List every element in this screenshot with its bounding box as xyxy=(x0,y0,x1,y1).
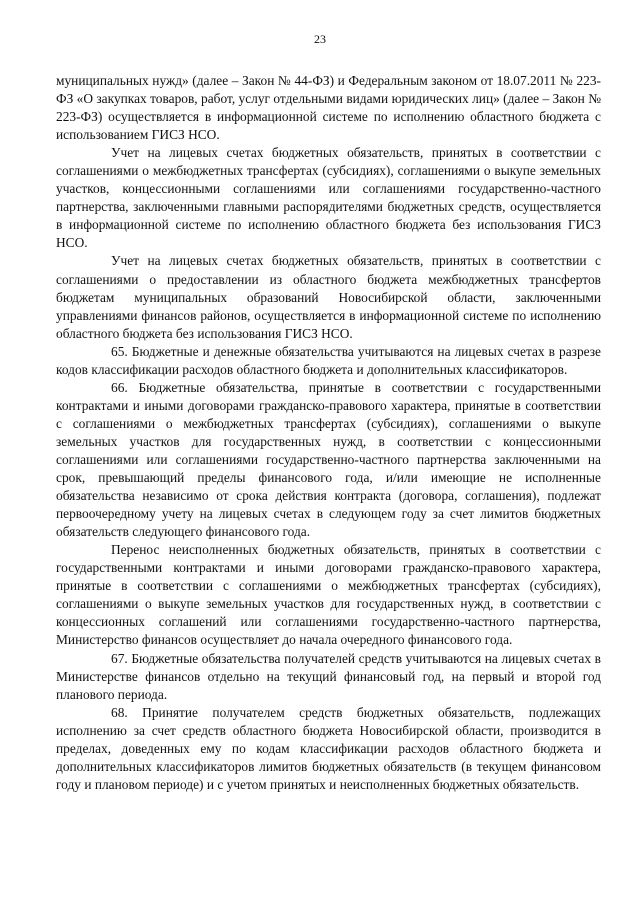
paragraph-item-67: 67. Бюджетные обязательства получателей средств учитываются на лицевых счетах в Министерстве финансов отдельно на текущий финансовый год, на первый и второй год планового периода. xyxy=(56,650,601,702)
paragraph-item-68: 68. Принятие получателем средств бюджетных обязательств, подлежащих исполнению за счет средств областного бюджета Новосибирской области, производится в пределах, доведенных ему по кодам классификации расходов областного бюджета и дополнительных классификаторов лимитов бюджетных обязательств (в текущем финансовом году и плановом периоде) и с учетом принятых и неисполненных бюджетных обязательств. xyxy=(56,704,601,792)
paragraph-accounting-municipal: Учет на лицевых счетах бюджетных обязательств, принятых в соответствии с соглашениями о предоставлении из областного бюджета межбюджетных трансфертов бюджетам муниципальных образований Новосибирской области, заключенными управлениями финансов районов, осуществляется в информационной системе по исполнению областного бюджета без использования ГИСЗ НСО. xyxy=(56,253,601,341)
page-number: 23 xyxy=(314,32,326,46)
paragraph-carryover: Перенос неисполненных бюджетных обязательств, принятых в соответствии с государственными контрактами и иными договорами гражданско-правового характера, принятые в соответствии с соглашениями о межбюджетных трансфертах (субсидиях), соглашениями о выкупе земельных участков для государственных нужд, в соответствии с концессионных соглашений или соглашениями государственно-частного партнерства, Министерство финансов осуществляет до начала очередного финансового года. xyxy=(56,542,601,648)
document-body xyxy=(56,72,601,794)
paragraph-accounting-transfers: Учет на лицевых счетах бюджетных обязательств, принятых в соответствии с соглашениями о межбюджетных трансфертах (субсидиях), соглашениями о выкупе земельных участков, концессионными соглашениями или соглашениями государственно-частного партнерства, заключенными главными распорядителями бюджетных средств, осуществляется в информационной системе по исполнению областного бюджета без использования ГИСЗ НСО. xyxy=(56,145,601,251)
paragraph-item-65: 65. Бюджетные и денежные обязательства учитываются на лицевых счетах в разрезе кодов классификации расходов областного бюджета и дополнительных классификаторов. xyxy=(56,343,601,377)
paragraph-item-66: 66. Бюджетные обязательства, принятые в соответствии с государственными контрактами и иными договорами гражданско-правового характера, принятые в соответствии с соглашениями о межбюджетных трансфертах (субсидиях), соглашениями о выкупе земельных участков для государственных нужд, в соответствии с концессионными соглашениями или соглашениями государственно-частного партнерства заключенными на срок, превышающий пределы финансового года, и/или имеющие не исполненные обязательства независимо от срока действия контракта (договора, соглашения), подлежат первоочередному учету на лицевых счетах в следующем году за счет лимитов бюджетных обязательств следующего финансового года. xyxy=(56,379,601,540)
paragraph-continuation: муниципальных нужд» (далее – Закон № 44-ФЗ) и Федеральным законом от 18.07.2011 № 223-ФЗ «О закупках товаров, работ, услуг отдельными видами юридических лиц» (далее – Закон № 223-ФЗ) осуществляется в информационной системе по исполнению областного бюджета с использованием ГИСЗ НСО. xyxy=(56,73,601,143)
